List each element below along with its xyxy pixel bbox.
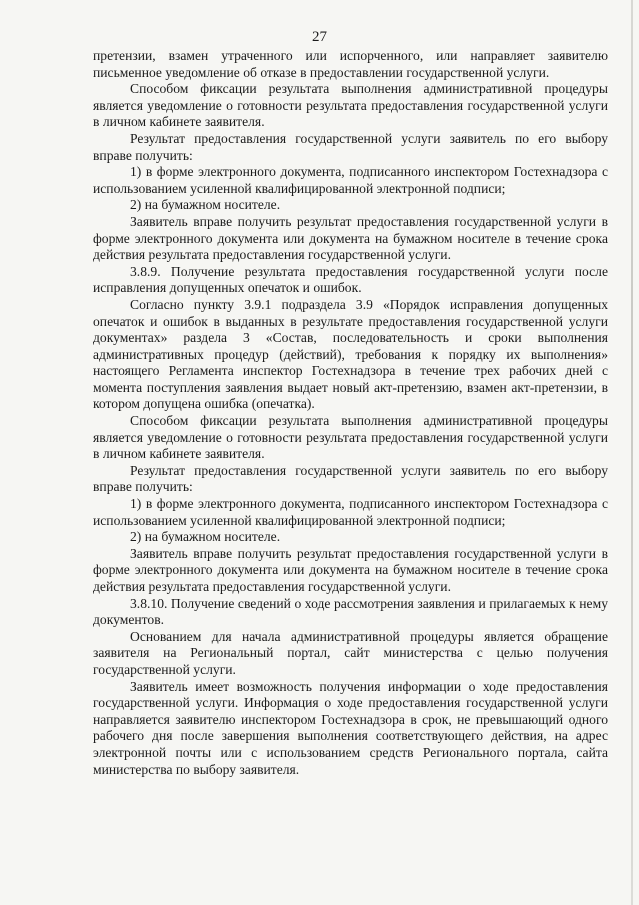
paragraph-7: 3.8.9. Получение результата предоставления государственной услуги после исправления допущенных опечаток и ошибок. (93, 263, 608, 296)
paragraph-4: 1) в форме электронного документа, подписанного инспектором Гостехнадзора с использованием усиленной квалифицированной электронной подписи; (93, 164, 608, 196)
paragraph-6: Заявитель вправе получить результат предоставления государственной услуги в форме электронного документа или документа на бумажном носителе в течение срока действия результата предоставления государственной услуги. (93, 213, 608, 263)
scan-edge-shadow (631, 0, 633, 905)
paragraph-15: Основанием для начала административной процедуры является обращение заявителя на Региональный портал, сайт министерства с целью получения государственной услуги. (93, 628, 608, 677)
paragraph-11: 1) в форме электронного документа, подписанного инспектором Гостехнадзора с использованием усиленной квалифицированной электронной подписи; (93, 496, 608, 528)
paragraph-12: 2) на бумажном носителе. (130, 529, 281, 545)
paragraph-10: Результат предоставления государственной услуги заявитель по его выбору вправе получить: (93, 462, 608, 495)
paragraph-9: Способом фиксации результата выполнения административной процедуры является уведомление о готовности результата предоставления государственной услуги в личном кабинете заявителя. (93, 413, 608, 462)
paragraph-5: 2) на бумажном носителе. (130, 197, 281, 213)
document-body (93, 48, 608, 778)
paragraph-2: Способом фиксации результата выполнения административной процедуры является уведомление о готовности результата предоставления государственной услуги в личном кабинете заявителя. (93, 81, 608, 130)
paragraph-1: претензии, взамен утраченного или испорченного, или направляет заявителю письменное уведомление об отказе в предоставлении государственной услуги. (93, 48, 608, 80)
paragraph-13: Заявитель вправе получить результат предоставления государственной услуги в форме электронного документа или документа на бумажном носителе в течение срока действия результата предоставления государственной услуги. (93, 545, 608, 594)
paragraph-16: Заявитель имеет возможность получения информации о ходе предоставления государственной услуги. Информация о ходе предоставления государственной услуги направляется заявителю инспектором Гостехнадзора в срок, не превышающий одного рабочего дня после завершения выполнения соответствующего действия, на адрес электронной почты или с использованием средств Регионального портала, сайта министерства по выбору заявителя. (93, 678, 608, 777)
paragraph-8: Согласно пункту 3.9.1 подраздела 3.9 «Порядок исправления допущенных опечаток и ошибок в выданных в результате предоставления государственной услуги документах» раздела 3 «Состав, последовательность и сроки выполнения административных процедур (действий), требования к порядку их выполнения» настоящего Регламента инспектор Гостехнадзора в течение трех рабочих дней с момента поступления заявления выдает новый акт-претензию, взамен акт-претензии, в котором допущена ошибка (опечатка). (93, 296, 608, 412)
paragraph-14: 3.8.10. Получение сведений о ходе рассмотрения заявления и прилагаемых к нему документов. (93, 595, 608, 628)
page-number: 27 (312, 29, 327, 45)
paragraph-3: Результат предоставления государственной услуги заявитель по его выбору вправе получить: (93, 130, 608, 163)
